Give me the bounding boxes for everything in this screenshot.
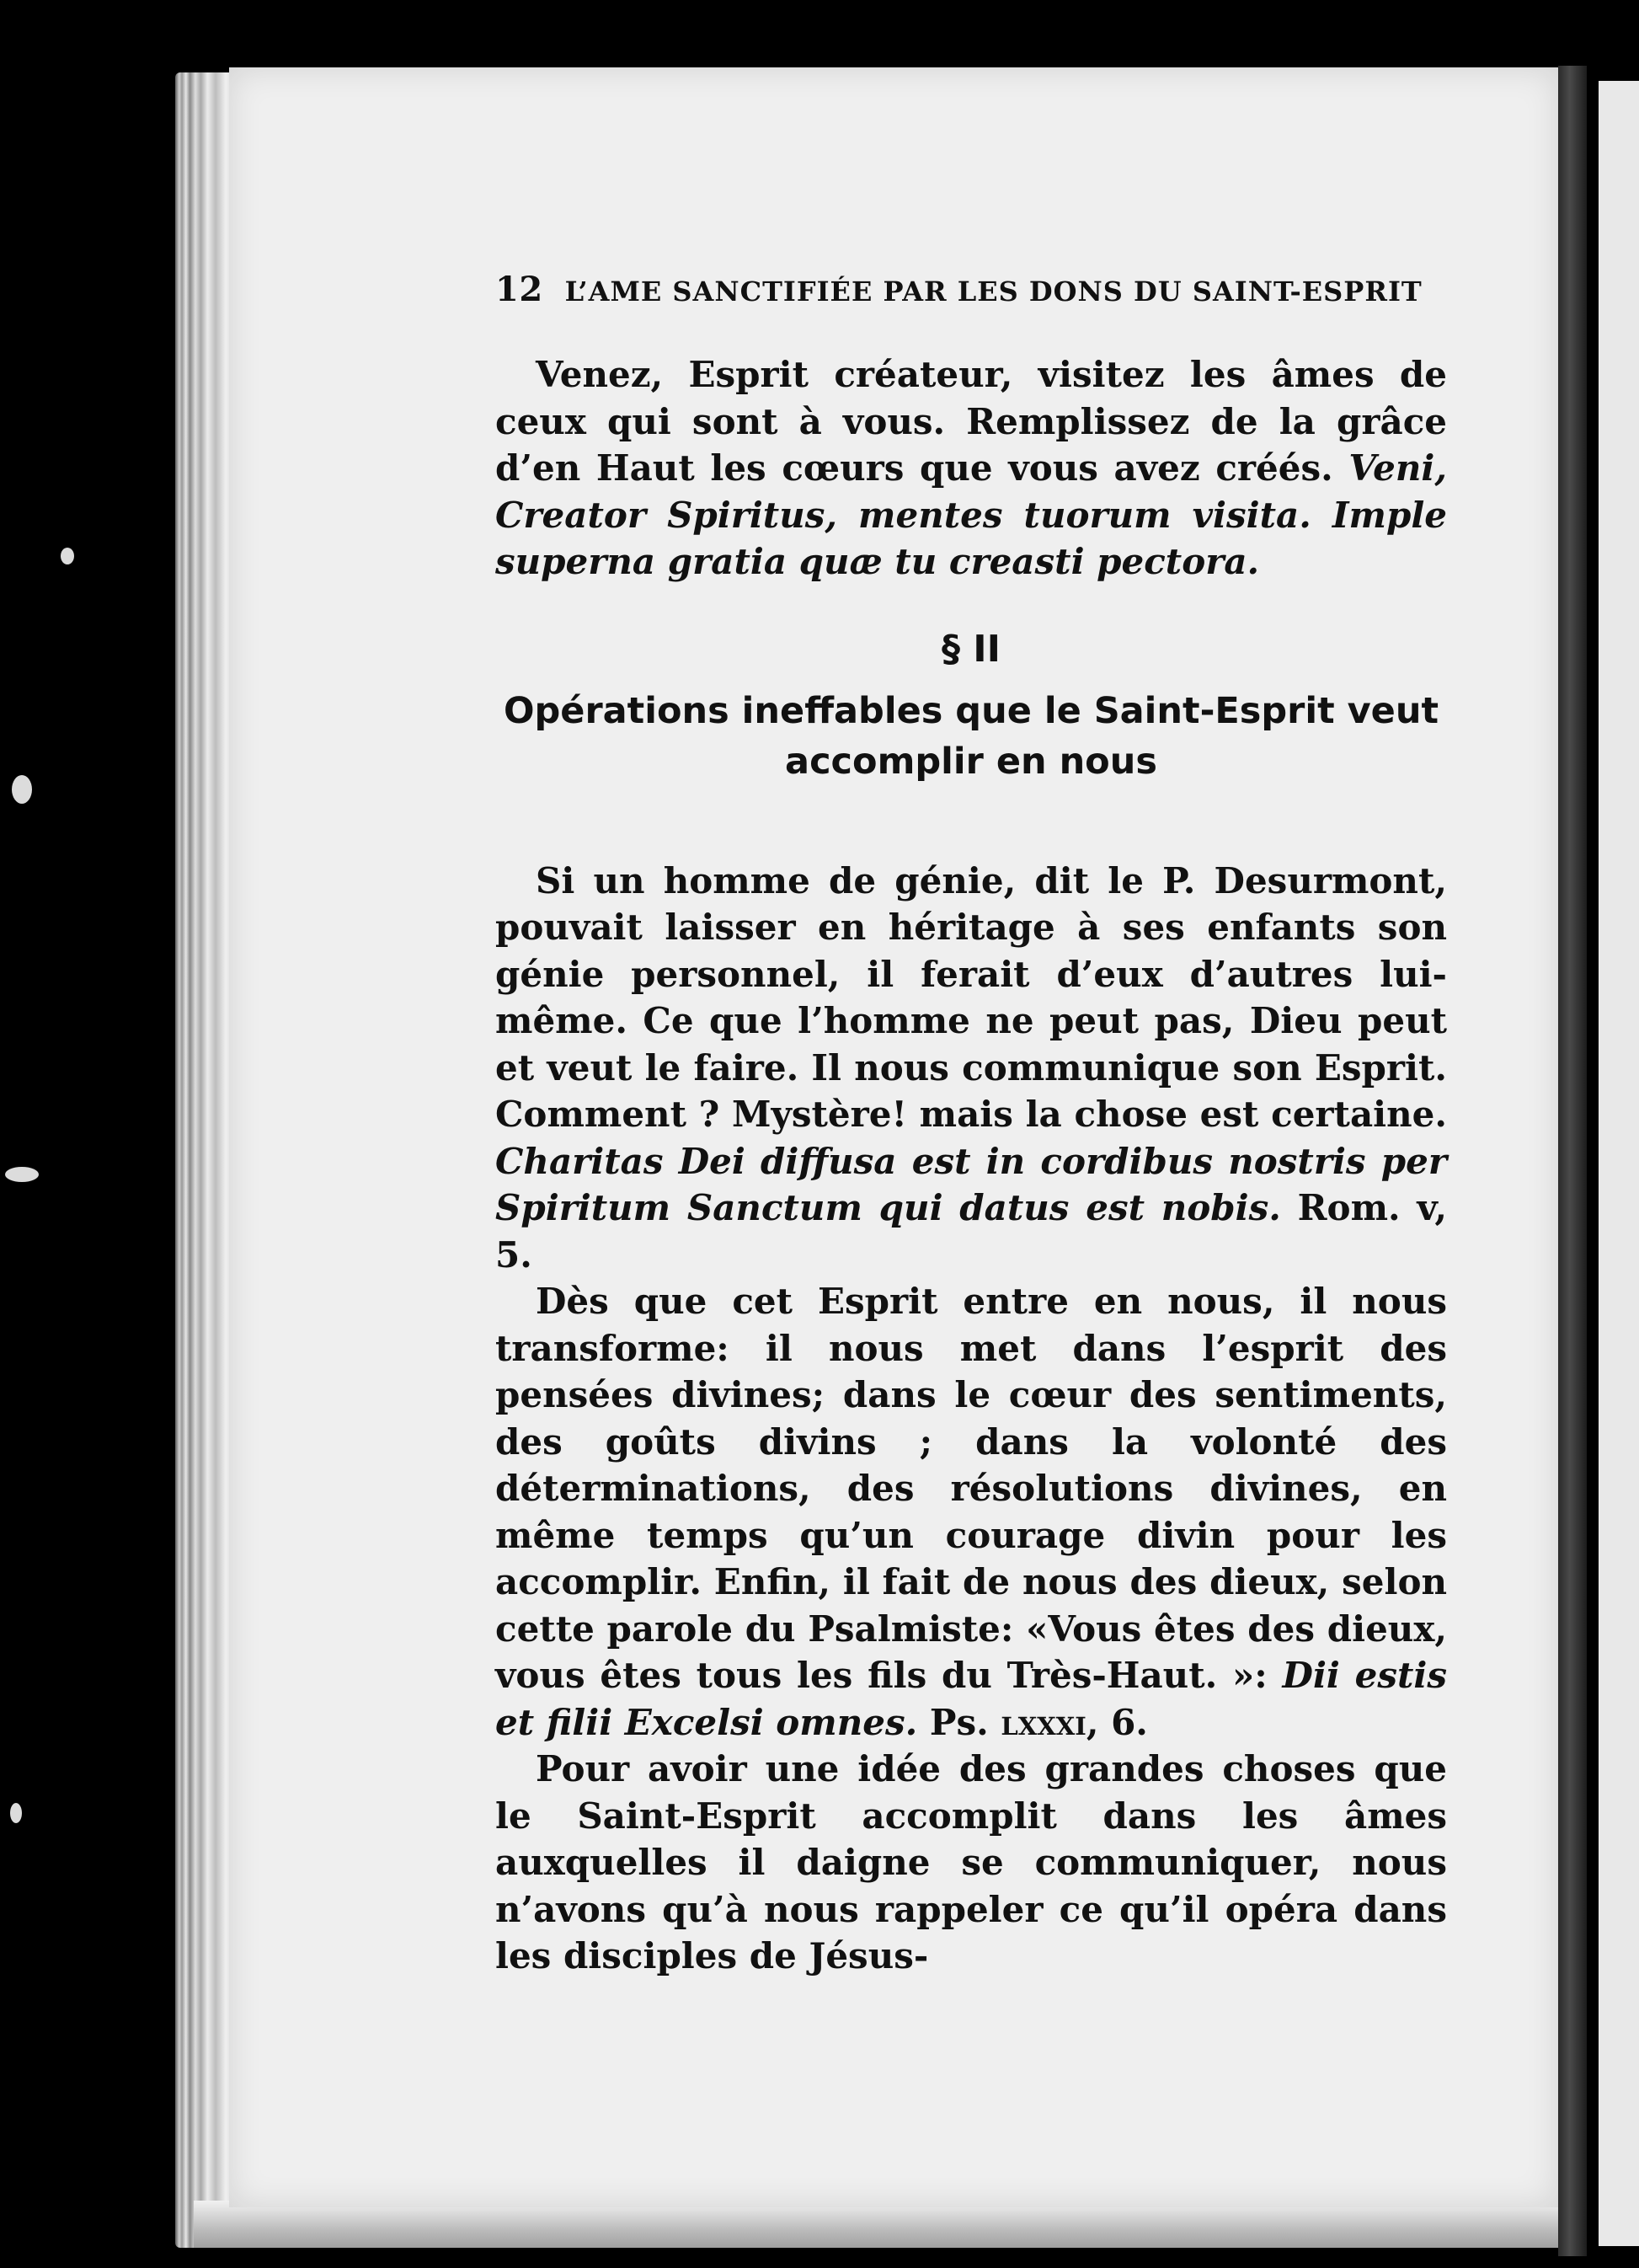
paragraph-citation: Rom. v, 5. — [495, 1187, 1447, 1276]
section-title-line-2: accomplir en nous — [785, 740, 1157, 783]
paragraph-text: Si un homme de génie, dit le P. Desurmont, pouvait laisser en héritage à ses enfants son génie personnel, il ferait d’eux d’autres lui-même. Ce que l’homme ne peut pas, Dieu peut et veut le faire. Il nous communique son Esprit. Comment ? Mystère! mais la chose est certaine. — [495, 859, 1447, 1135]
paragraph-latin: Charitas Dei diffusa est in cordibus nostris per Spiritum Sanctum qui datus est nobis. — [495, 1140, 1447, 1228]
scan-speck — [61, 548, 74, 564]
scan-speck — [10, 1803, 22, 1823]
paragraph-hymn — [495, 351, 1447, 586]
next-page-edge — [1599, 81, 1639, 2246]
paragraph-disciples — [495, 1746, 1447, 1980]
section-number: § II — [941, 627, 1001, 671]
citation-prefix: Ps. — [917, 1701, 1001, 1743]
gutter-shadow — [1558, 66, 1587, 2256]
scan-speck — [12, 775, 32, 804]
section-title-line-1: Opérations ineffables que le Saint-Esprit veut — [503, 689, 1439, 732]
citation-psalm-number: lxxxi — [1001, 1701, 1086, 1743]
running-head — [495, 270, 1447, 309]
citation-suffix: , 6. — [1086, 1701, 1148, 1743]
paragraph-text: Dès que cet Esprit entre en nous, il nous transforme: il nous met dans l’esprit des pensées divines; dans le cœur des sentiments, des goûts divins ; dans la volonté des déterminations, des résolutions divines, en même temps qu’un courage divin pour les accomplir. Enfin, il fait de nous des dieux, selon cette parole du Psalmiste: «Vous êtes des dieux, vous êtes tous les fils du Très-Haut. »: — [495, 1281, 1447, 1696]
paragraph-desurmont — [495, 858, 1447, 1279]
scan-speck — [5, 1167, 39, 1182]
running-title: L’AME SANCTIFIÉE PAR LES DONS DU SAINT-ESPRIT — [564, 275, 1423, 308]
page-edge-bottom — [194, 2201, 1558, 2248]
paragraph-text: Pour avoir une idée des grandes choses que le Saint-Esprit accomplit dans les âmes auxquelles il daigne se communiquer, nous n’avons qu’à nous rappeler ce qu’il opéra dans les disciples de Jésus- — [495, 1748, 1447, 1976]
section-title — [495, 686, 1447, 787]
hymn-latin: Veni, Creator Spiritus, mentes tuorum visita. Imple superna gratia quæ tu creasti pectora. — [495, 447, 1447, 582]
page-content — [495, 270, 1447, 1980]
hymn-text: Venez, Esprit créateur, visitez les âmes de ceux qui sont à vous. Remplissez de la grâce d’en Haut les cœurs que vous avez créés. — [495, 354, 1447, 489]
paragraph-transformation — [495, 1278, 1447, 1746]
page-number: 12 — [495, 270, 543, 309]
paragraph-latin: Dii estis et filii Excelsi omnes. — [495, 1655, 1447, 1743]
